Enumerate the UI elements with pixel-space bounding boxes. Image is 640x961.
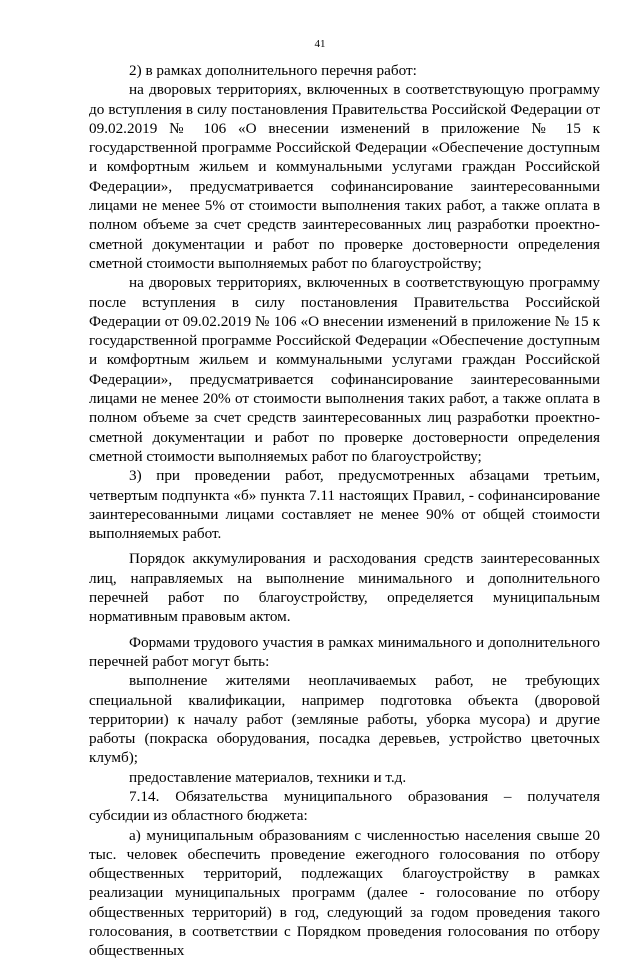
paragraph: Порядок аккумулирования и расходования средств заинтересованных лиц, направляемых на выполнение минимального и дополнительного перечней работ по благоустройству, определяется муниципальным нормативным правовым актом. (89, 550, 600, 626)
paragraph: на дворовых территориях, включенных в соответствующую программу до вступления в силу постановления Правительства Российской Федерации от 09.02.2019 № 106 «О внесении изменений в приложение № 15 к государственной программе Российской Федерации «Обеспечение доступным и комфортным жильем и коммунальными услугами граждан Российской Федерации», предусматривается софинансирование заинтересованными лицами не менее 5% от стоимости выполнения таких работ, а также оплата в полном объеме за счет средств заинтересованных лиц разработки проектно-сметной документации и работ по проверке достоверности определения сметной стоимости выполняемых работ по благоустройству; (89, 81, 600, 272)
paragraph: 7.14. Обязательства муниципального образования – получателя субсидии из областного бюджета: (89, 787, 600, 825)
paragraph: 2) в рамках дополнительного перечня работ: (129, 62, 417, 79)
paragraph: выполнение жителями неоплачиваемых работ, не требующих специальной квалификации, например подготовка объекта (дворовой территории) к началу работ (земляные работы, уборка мусора) и другие работы (покраска оборудования, посадка деревьев, устройство цветочных клумб); (89, 672, 600, 767)
paragraph: на дворовых территориях, включенных в соответствующую программу после вступления в силу постановления Правительства Российской Федерации от 09.02.2019 № 106 «О внесении изменений в приложение № 15 к государственной программе Российской Федерации «Обеспечение доступным и комфортным жильем и коммунальными услугами граждан Российской Федерации», предусматривается софинансирование заинтересованными лицами не менее 20% от стоимости выполнения таких работ, а также оплата в полном объеме за счет средств заинтересованных лиц разработки проектно-сметной документации и работ по проверке достоверности определения сметной стоимости выполняемых работ по благоустройству; (89, 274, 600, 465)
body-text (89, 61, 600, 961)
paragraph: Формами трудового участия в рамках минимального и дополнительного перечней работ могут быть: (89, 633, 600, 670)
page-number: 41 (314, 38, 326, 50)
paragraph: предоставление материалов, техники и т.д. (129, 768, 407, 786)
paragraph: а) муниципальным образованиям с численностью населения свыше 20 тыс. человек обеспечить проведение ежегодного голосования по отбору общественных территорий, подлежащих благоустройству в рамках реализации муниципальных программ (далее - голосование по отбору общественных территорий) в год, следующий за годом проведения такого голосования, в соответствии с Порядком проведения голосования по отбору общественных (89, 826, 600, 960)
paragraph: 3) при проведении работ, предусмотренных абзацами третьим, четвертым подпункта «б» пункта 7.11 настоящих Правил, - софинансирование заинтересованными лицами составляет не менее 90% от общей стоимости выполняемых работ. (89, 467, 600, 543)
